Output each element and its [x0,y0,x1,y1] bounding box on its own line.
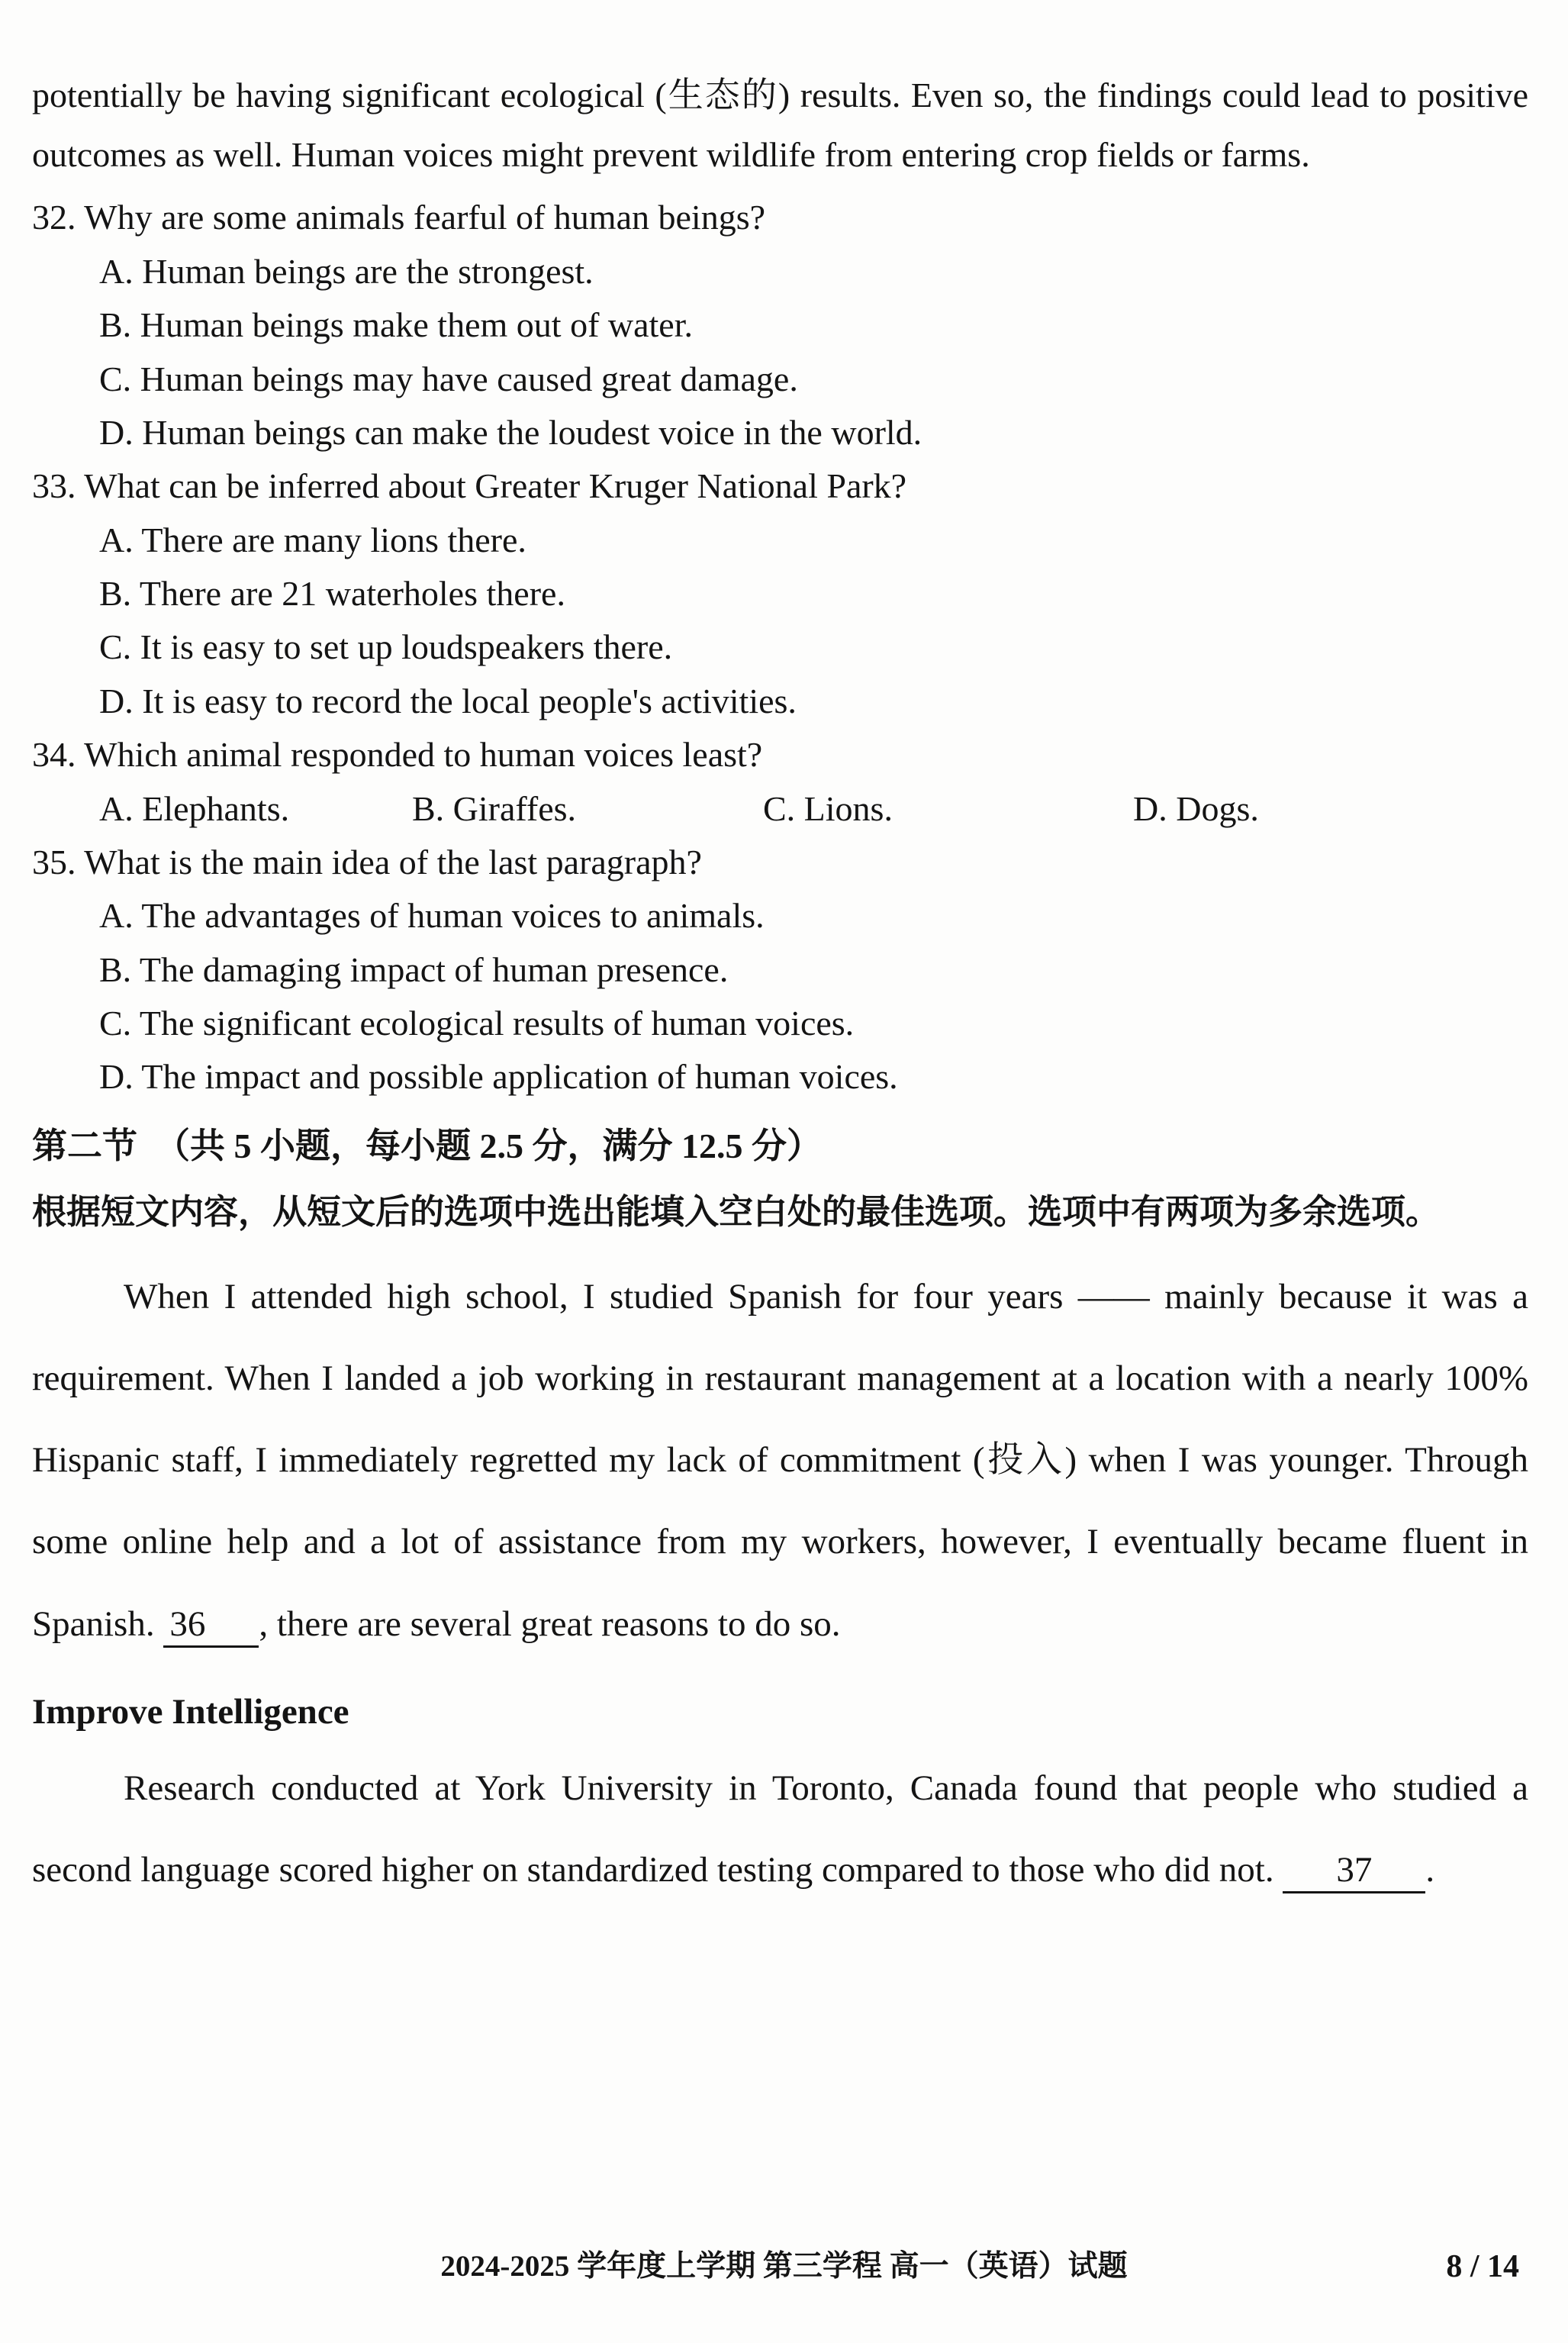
question-34-options [99,782,1528,836]
question-34-stem [32,728,1528,782]
question-34 [32,728,1528,836]
passage-2-tail: . [1425,1850,1435,1890]
question-35-stem [32,836,1528,889]
option-32-b: B. Human beings make them out of water. [99,305,694,345]
option-32-c: C. Human beings may have caused great damage. [99,359,798,398]
questions-section [32,191,1528,1104]
option-33-b: B. There are 21 waterholes there. [99,574,565,613]
question-35 [32,836,1528,1104]
question-32 [32,191,1528,459]
question-32-number: 32. [32,198,76,237]
blank-36: 36 [163,1604,259,1648]
question-33-text: What can be inferred about Greater Kruger National Park? [84,466,907,506]
cloze-passage-paragraph-1 [32,1256,1528,1665]
passage-subheading: Improve Intelligence [32,1691,349,1732]
cloze-passage-paragraph-2 [32,1748,1528,1911]
question-35-number: 35. [32,842,76,881]
passage-1-tail: , there are several great reasons to do so. [259,1603,841,1644]
section-two-heading: 第二节 （共 5 小题，每小题 2.5 分，满分 12.5 分） [32,1126,822,1165]
question-33-number: 33. [32,466,76,506]
question-33-stem [32,459,1528,513]
footer-title: 2024-2025 学年度上学期 第三学程 高一（英语）试题 [440,2250,1128,2283]
option-34-a: A. Elephants. [99,788,290,828]
option-34-b: B. Giraffes. [412,788,577,828]
question-33-options [99,514,1528,729]
option-35-c: C. The significant ecological results of human voices. [99,1004,855,1043]
option-33-a: A. There are many lions there. [99,520,526,559]
option-35-a: A. The advantages of human voices to animals. [99,896,765,936]
passage-1-text: When I attended high school, I studied Spanish for four years —— mainly because it was a requirement. When I landed a job working in restaurant management at a location with a nearly 100% Hispanic staff, I immediately regretted my lack of commitment (投入) when I was younger. Through some online help and a lot of assistance from my workers, however, I eventually became fluent in Spanish. [32,1277,1528,1644]
question-35-options [99,889,1528,1104]
option-34-d: D. Dogs. [1133,788,1259,828]
blank-37: 37 [1283,1850,1425,1893]
option-33-c: C. It is easy to set up loudspeakers there. [99,627,673,667]
option-33-d: D. It is easy to record the local people's activities. [99,681,797,720]
option-35-b: B. The damaging impact of human presence. [99,949,729,989]
option-32-d: D. Human beings can make the loudest voice in the world. [99,412,922,452]
passage-2-text: Research conducted at York University in Toronto, Canada found that people who studied a second language scored higher on standardized testing compared to those who did not. [32,1768,1528,1890]
option-32-a: A. Human beings are the strongest. [99,251,594,291]
question-35-text: What is the main idea of the last paragraph? [84,842,702,881]
page-number: 8 / 14 [1446,2249,1519,2284]
option-34-c: C. Lions. [763,788,893,828]
question-32-options [99,245,1528,460]
option-35-d: D. The impact and possible application of human voices. [99,1057,898,1097]
question-34-text: Which animal responded to human voices least? [84,735,763,775]
question-32-stem [32,191,1528,244]
question-32-text: Why are some animals fearful of human beings? [84,198,766,237]
question-34-number: 34. [32,735,76,775]
page-footer [0,2242,1568,2285]
intro-paragraph: potentially be having significant ecological (生态的) results. Even so, the findings could lead to positive outcomes as well. Human voices might prevent wildlife from entering crop fields or farms. [32,76,1528,175]
question-33 [32,459,1528,728]
section-two-instruction: 根据短文内容，从短文后的选项中选出能填入空白处的最佳选项。选项中有两项为多余选项。 [32,1192,1441,1231]
